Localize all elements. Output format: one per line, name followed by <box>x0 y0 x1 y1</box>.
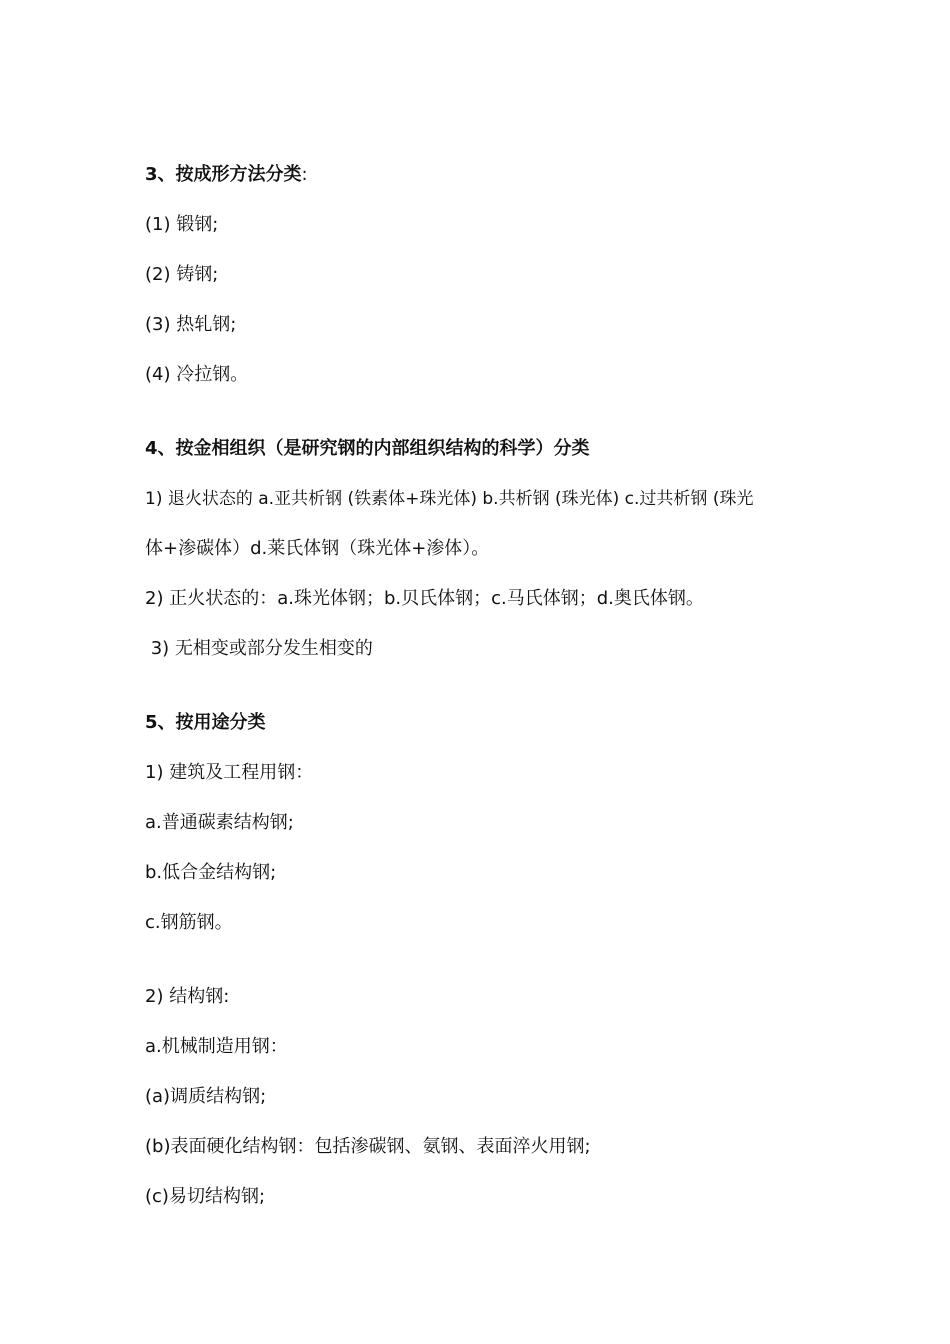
section-3-colon: : <box>301 164 308 185</box>
section-4-heading: 4、按金相组织（是研究钢的内部组织结构的科学）分类 <box>145 438 590 459</box>
list-item: 1) 建筑及工程用钢： <box>145 762 314 783</box>
list-item: a.普通碳素结构钢; <box>145 812 294 833</box>
list-item: (1) 锻钢; <box>145 214 219 235</box>
section-3-heading <box>145 163 308 187</box>
list-item: 2) 结构钢: <box>145 986 230 1007</box>
list-item: (3) 热轧钢; <box>145 314 237 335</box>
paragraph-no-transformation: 3) 无相变或部分发生相变的 <box>145 638 373 659</box>
list-item: (b)表面硬化结构钢：包括渗碳钢、氨钢、表面淬火用钢; <box>145 1136 591 1157</box>
list-item: (c)易切结构钢; <box>145 1186 266 1207</box>
paragraph-annealed-line-1: 1) 退火状态的 a.亚共析钢 (铁素体+珠光体) b.共析钢 (珠光体) c.过共析钢 (珠光 <box>145 489 754 509</box>
section-3-title: 3、按成形方法分类 <box>145 164 302 185</box>
list-item: b.低合金结构钢; <box>145 862 277 883</box>
list-item: (a)调质结构钢; <box>145 1086 267 1107</box>
list-item: c.钢筋钢。 <box>145 912 233 933</box>
section-5-heading: 5、按用途分类 <box>145 712 266 733</box>
list-item: (2) 铸钢; <box>145 264 219 285</box>
paragraph-normalized: 2) 正火状态的：a.珠光体钢；b.贝氏体钢；c.马氏体钢；d.奥氏体钢。 <box>145 588 704 609</box>
list-item: (4) 冷拉钢。 <box>145 364 249 385</box>
paragraph-annealed-line-2: 体+渗碳体）d.莱氏体钢（珠光体+渗体）。 <box>145 538 490 559</box>
list-item: a.机械制造用钢： <box>145 1036 288 1057</box>
